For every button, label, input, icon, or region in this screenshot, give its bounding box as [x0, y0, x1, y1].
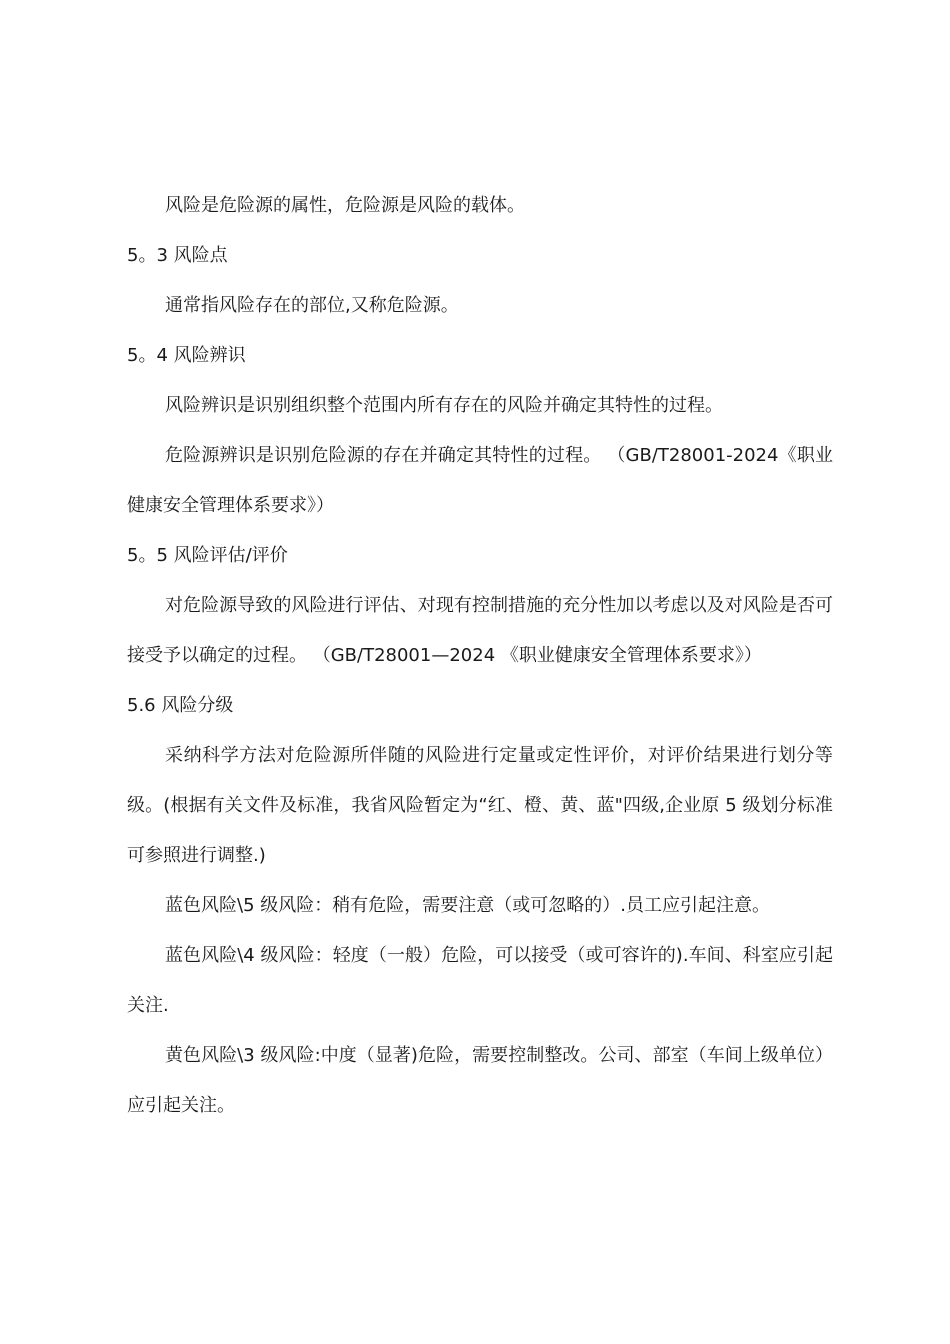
- paragraph-level-4-risk: 蓝色风险\4 级风险：轻度（一般）危险，可以接受（或可容许的).车间、科室应引起关注.: [127, 945, 833, 1016]
- heading-5-4-risk-identification: 5。4 风险辨识: [127, 345, 246, 366]
- heading-5-6-risk-grading: 5.6 风险分级: [127, 695, 234, 716]
- paragraph-risk-assessment-definition: 对危险源导致的风险进行评估、对现有控制措施的充分性加以考虑以及对风险是否可接受予以确定的过程。 （GB/T28001—2024 《职业健康安全管理体系要求》）: [127, 595, 833, 666]
- paragraph-risk-attribute: 风险是危险源的属性，危险源是风险的载体。: [165, 195, 525, 216]
- heading-5-3-risk-point: 5。3 风险点: [127, 245, 228, 266]
- paragraph-risk-grading-method: 采纳科学方法对危险源所伴随的风险进行定量或定性评价，对评价结果进行划分等级。(根据有关文件及标准，我省风险暂定为“红、橙、黄、蓝"四级,企业原 5 级划分标准可参照进行调整.): [127, 745, 833, 866]
- paragraph-risk-identification-definition: 风险辨识是识别组织整个范围内所有存在的风险并确定其特性的过程。: [165, 395, 723, 416]
- document-page: [127, 181, 833, 1131]
- paragraph-hazard-identification-definition: 危险源辨识是识别危险源的存在并确定其特性的过程。 （GB/T28001-2024《职业健康安全管理体系要求》）: [127, 445, 833, 516]
- paragraph-level-5-risk: 蓝色风险\5 级风险：稍有危险，需要注意（或可忽略的）.员工应引起注意。: [165, 895, 770, 916]
- paragraph-level-3-risk: 黄色风险\3 级风险:中度（显著)危险，需要控制整改。公司、部室（车间上级单位）应引起关注。: [127, 1045, 833, 1116]
- heading-5-5-risk-assessment: 5。5 风险评估/评价: [127, 545, 288, 566]
- paragraph-risk-point-definition: 通常指风险存在的部位,又称危险源。: [165, 295, 459, 316]
